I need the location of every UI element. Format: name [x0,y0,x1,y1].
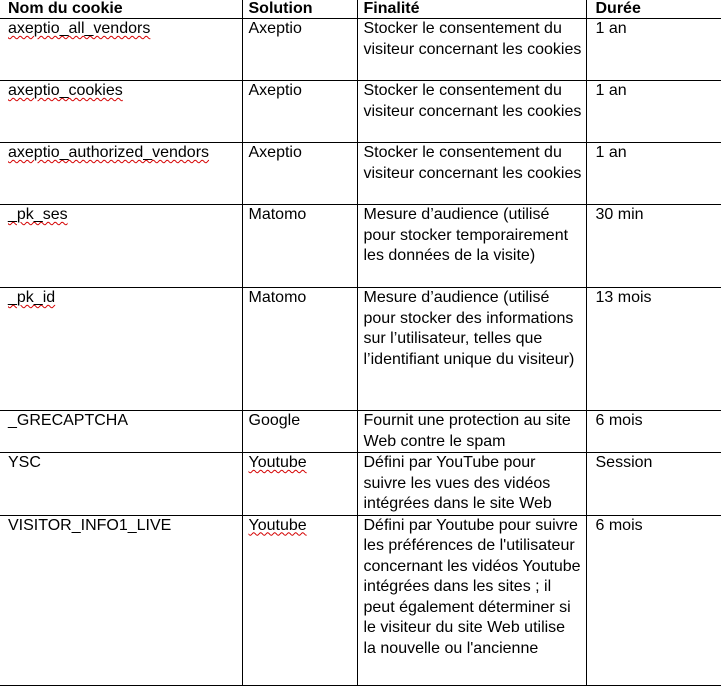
table-row [0,288,721,411]
header-duration: Durée [586,0,721,19]
purpose-cell: Défini par YouTube pour suivre les vues des vidéos intégrées dans le site Web [357,453,586,516]
solution-cell: Axeptio [242,143,357,205]
purpose-cell: Mesure d’audience (utilisé pour stocker des informations sur l’utilisateur, telles que l’identifiant unique du visiteur) [357,288,586,411]
solution-cell: Matomo [242,205,357,288]
duration-cell: 6 mois [586,515,721,685]
cookie-name: YSC [8,454,41,471]
solution-name: Youtube [248,516,307,534]
purpose-cell: Défini par Youtube pour suivre les préférences de l'utilisateur concernant les vidéos Youtube intégrées dans les sites ; il peut également déterminer si le visiteur du site Web utilise la nouvelle ou l'ancienne [357,515,586,685]
solution-cell: Matomo [242,288,357,411]
solution-cell: Axeptio [242,81,357,143]
cookie-name: _pk_ses [8,206,68,223]
table-row [0,453,721,516]
cookie-name: _GRECAPTCHA [8,412,129,429]
duration-cell: 13 mois [586,288,721,411]
cookie-name: axeptio_authorized_vendors [8,144,210,161]
purpose-cell: Stocker le consentement du visiteur concernant les cookies [357,143,586,205]
duration-cell: 6 mois [586,411,721,453]
duration-cell: 1 an [586,81,721,143]
table-row [0,515,721,685]
solution-cell [242,453,357,516]
header-purpose: Finalité [357,0,586,19]
duration-cell: 1 an [586,143,721,205]
cookie-name-cell [0,81,242,143]
table-row [0,143,721,205]
table-row [0,19,721,81]
table-row [0,205,721,288]
solution-cell: Google [242,411,357,453]
cookie-name-cell [0,288,242,411]
cookie-name: VISITOR_INFO1_LIVE [8,516,172,534]
cookie-name-cell [0,453,242,516]
cookie-name: axeptio_cookies [8,82,123,99]
purpose-cell: Stocker le consentement du visiteur concernant les cookies [357,19,586,81]
solution-cell [242,515,357,685]
table-row [0,411,721,453]
cookie-name-cell [0,19,242,81]
solution-cell: Axeptio [242,19,357,81]
duration-cell: 30 min [586,205,721,288]
purpose-cell: Stocker le consentement du visiteur concernant les cookies [357,81,586,143]
purpose-cell: Fournit une protection au site Web contre le spam [357,411,586,453]
header-name: Nom du cookie [0,0,242,19]
duration-cell: Session [586,453,721,516]
header-solution: Solution [242,0,357,19]
cookie-name-cell [0,515,242,685]
cookie-name-cell [0,143,242,205]
cookie-name-cell [0,205,242,288]
table-row [0,81,721,143]
cookie-name: _pk_id [8,289,56,306]
duration-cell: 1 an [586,19,721,81]
cookie-name-cell [0,411,242,453]
purpose-cell: Mesure d’audience (utilisé pour stocker temporairement les données de la visite) [357,205,586,288]
header-row [0,0,721,19]
solution-name: Youtube [248,454,307,471]
cookie-name: axeptio_all_vendors [8,20,151,37]
